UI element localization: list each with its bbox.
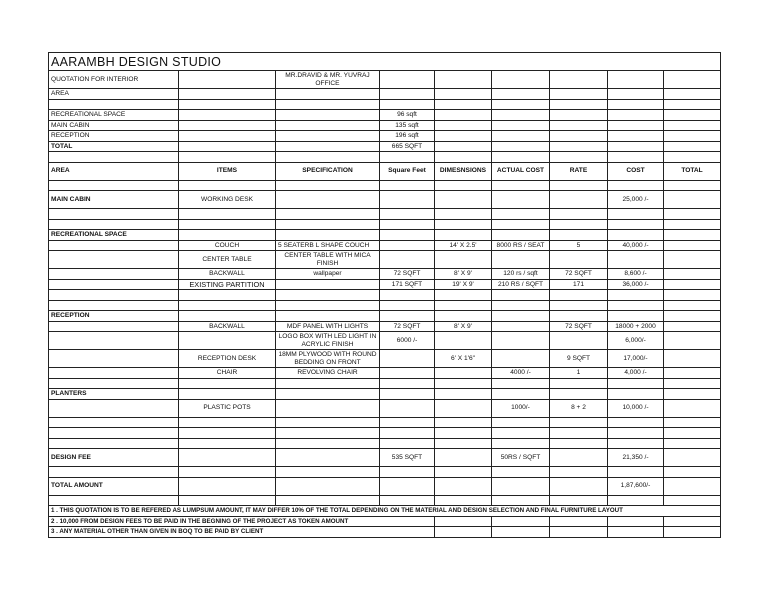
spacer-row bbox=[49, 495, 721, 506]
section-title-planters: PLANTERS bbox=[49, 389, 179, 400]
spacer-row bbox=[49, 300, 721, 311]
area-summary-name: MAIN CABIN bbox=[49, 120, 179, 131]
note-row bbox=[49, 506, 721, 517]
total-amount-value: 1,87,600/- bbox=[608, 477, 664, 495]
spacer-row bbox=[49, 219, 721, 230]
note-row bbox=[49, 527, 721, 538]
section-title-reception: RECEPTION bbox=[49, 311, 179, 322]
header-items: ITEMS bbox=[179, 162, 276, 180]
item-name: BACKWALL bbox=[179, 269, 276, 280]
item-actual-cost: 210 RS / SQFT bbox=[492, 279, 550, 290]
item-spec: 5 SEATERB L SHAPE COUCH bbox=[276, 240, 380, 251]
item-spec: REVOLVING CHAIR bbox=[276, 368, 380, 379]
section-header-row bbox=[49, 311, 721, 322]
design-fee-sqft: 535 SQFT bbox=[380, 449, 435, 467]
spacer-row bbox=[49, 417, 721, 428]
spacer-row bbox=[49, 180, 721, 191]
design-fee-cost: 21,350 /- bbox=[608, 449, 664, 467]
item-cost: 18000 + 2000 bbox=[608, 321, 664, 332]
header-cost: COST bbox=[608, 162, 664, 180]
header-rate: RATE bbox=[550, 162, 608, 180]
column-header-row bbox=[49, 162, 721, 180]
section-title-recreational: RECREATIONAL SPACE bbox=[49, 230, 179, 241]
section-header-row bbox=[49, 389, 721, 400]
design-fee-rate: 50RS / SQFT bbox=[492, 449, 550, 467]
area-summary-value: 196 sqft bbox=[380, 131, 435, 142]
header-area: AREA bbox=[49, 162, 179, 180]
main-cabin-row bbox=[49, 191, 721, 209]
note-text: 2 . 10,000 FROM DESIGN FEES TO BE PAID IN THE BEGNING OF THE PROJECT AS TOKEN AMOUNT bbox=[49, 516, 435, 527]
header-specification: SPECIFICATION bbox=[276, 162, 380, 180]
item-dimensions: 14' X 2.5' bbox=[435, 240, 492, 251]
note-row bbox=[49, 516, 721, 527]
item-sqft: 72 SQFT bbox=[380, 269, 435, 280]
area-label: AREA bbox=[49, 89, 179, 100]
quotation-sheet bbox=[48, 52, 721, 538]
table-row bbox=[49, 350, 721, 368]
section-title-main-cabin: MAIN CABIN bbox=[49, 191, 179, 209]
section-header-row bbox=[49, 230, 721, 241]
area-summary-row bbox=[49, 131, 721, 142]
item-name: EXISTING PARTITION bbox=[179, 279, 276, 290]
item-cost: 36,000 /- bbox=[608, 279, 664, 290]
area-summary-value: 96 sqft bbox=[380, 110, 435, 121]
spacer-row bbox=[49, 378, 721, 389]
item-name: WORKING DESK bbox=[179, 191, 276, 209]
quotation-label: QUOTATION FOR INTERIOR bbox=[49, 71, 179, 89]
table-row bbox=[49, 240, 721, 251]
company-name: AARAMBH DESIGN STUDIO bbox=[49, 53, 721, 71]
item-rate: 171 bbox=[550, 279, 608, 290]
item-dimensions: 8' X 9' bbox=[435, 321, 492, 332]
spacer-row bbox=[49, 428, 721, 439]
item-spec: wallpaper bbox=[276, 269, 380, 280]
item-spec: MDF PANEL WITH LIGHTS bbox=[276, 321, 380, 332]
area-summary-name: RECREATIONAL SPACE bbox=[49, 110, 179, 121]
table-row bbox=[49, 269, 721, 280]
item-rate: 72 SQFT bbox=[550, 321, 608, 332]
area-summary-name: RECEPTION bbox=[49, 131, 179, 142]
item-dimensions: 6' X 1'6" bbox=[435, 350, 492, 368]
table-row bbox=[49, 399, 721, 417]
table-row bbox=[49, 332, 721, 350]
area-summary-row bbox=[49, 110, 721, 121]
item-name: CENTER TABLE bbox=[179, 251, 276, 269]
item-rate: 5 bbox=[550, 240, 608, 251]
item-cost: 40,000 /- bbox=[608, 240, 664, 251]
header-total: TOTAL bbox=[664, 162, 721, 180]
total-amount-label: TOTAL AMOUNT bbox=[49, 477, 179, 495]
item-actual-cost: 120 rs / sqft bbox=[492, 269, 550, 280]
spacer-row bbox=[49, 467, 721, 478]
item-dimensions: 19' X 9' bbox=[435, 279, 492, 290]
client-name: MR.DRAVID & MR. YUVRAJ OFFICE bbox=[276, 71, 380, 89]
item-actual-cost: 8000 RS / SEAT bbox=[492, 240, 550, 251]
area-summary-row bbox=[49, 120, 721, 131]
item-name: PLASTIC POTS bbox=[179, 399, 276, 417]
header-actual-cost: ACTUAL COST bbox=[492, 162, 550, 180]
spacer-row bbox=[49, 209, 721, 220]
header-square-feet: Square Feet bbox=[380, 162, 435, 180]
item-cost: 17,000/- bbox=[608, 350, 664, 368]
item-cost: 10,000 /- bbox=[608, 399, 664, 417]
note-text: 3 . ANY MATERIAL OTHER THAN GIVEN IN BOQ TO BE PAID BY CLIENT bbox=[49, 527, 435, 538]
item-dimensions: 8' X 9' bbox=[435, 269, 492, 280]
table-row bbox=[49, 321, 721, 332]
spacer-row bbox=[49, 290, 721, 301]
item-name: CHAIR bbox=[179, 368, 276, 379]
item-cost: 4,000 /- bbox=[608, 368, 664, 379]
spacer-row bbox=[49, 438, 721, 449]
item-name: BACKWALL bbox=[179, 321, 276, 332]
item-spec: CENTER TABLE WITH MICA FINISH bbox=[276, 251, 380, 269]
item-sqft: 72 SQFT bbox=[380, 321, 435, 332]
area-summary-name: TOTAL bbox=[49, 141, 179, 152]
area-summary-value: 135 sqft bbox=[380, 120, 435, 131]
spacer-row bbox=[49, 152, 721, 163]
item-sqft bbox=[380, 240, 435, 251]
title-row bbox=[49, 53, 721, 71]
area-summary-total-row bbox=[49, 141, 721, 152]
table-row bbox=[49, 279, 721, 290]
table-row bbox=[49, 368, 721, 379]
area-label-row bbox=[49, 89, 721, 100]
area-summary-value: 665 SQFT bbox=[380, 141, 435, 152]
item-rate: 72 SQFT bbox=[550, 269, 608, 280]
note-text: 1 . THIS QUOTATION IS TO BE REFERED AS LUMPSUM AMOUNT, IT MAY DIFFER 10% OF THE TOTAL DEPENDING ON THE MATERIAL AND DESIGN SELECTION AND FINAL FURNITURE LAYOUT bbox=[49, 506, 721, 517]
item-rate: 9 SQFT bbox=[550, 350, 608, 368]
item-sqft: 171 SQFT bbox=[380, 279, 435, 290]
item-name: COUCH bbox=[179, 240, 276, 251]
item-actual-cost: 4000 /- bbox=[492, 368, 550, 379]
item-name: RECEPTION DESK bbox=[179, 350, 276, 368]
item-spec: 18MM PLYWOOD WITH ROUND BEDDING ON FRONT bbox=[276, 350, 380, 368]
item-sqft: 6000 /- bbox=[380, 332, 435, 350]
item-rate: 1 bbox=[550, 368, 608, 379]
item-cost: 6,000/- bbox=[608, 332, 664, 350]
item-cost: 8,600 /- bbox=[608, 269, 664, 280]
total-amount-row bbox=[49, 477, 721, 495]
header-dimensions: DIMESNSIONS bbox=[435, 162, 492, 180]
item-actual-cost: 1000/- bbox=[492, 399, 550, 417]
quotation-row bbox=[49, 71, 721, 89]
item-cost: 25,000 /- bbox=[608, 191, 664, 209]
design-fee-row bbox=[49, 449, 721, 467]
item-rate: 8 + 2 bbox=[550, 399, 608, 417]
design-fee-label: DESIGN FEE bbox=[49, 449, 179, 467]
table-row bbox=[49, 251, 721, 269]
spacer-row bbox=[49, 99, 721, 110]
item-spec: LOGO BOX WITH LED LIGHT IN ACRYLIC FINISH bbox=[276, 332, 380, 350]
